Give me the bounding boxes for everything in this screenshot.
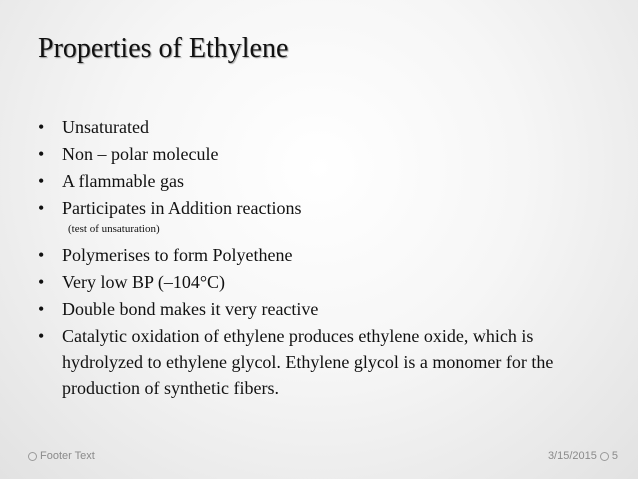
- list-item: [38, 114, 613, 140]
- bullet-dot: •: [38, 171, 45, 191]
- bullet-text: Participates in Addition reactions: [62, 198, 302, 218]
- list-item: [38, 323, 613, 401]
- bullet-dot: •: [38, 272, 45, 292]
- slide-title: Properties of Ethylene: [38, 33, 289, 64]
- bullet-text: Very low BP (–104°C): [62, 272, 226, 292]
- bullet-text: Non – polar molecule: [62, 144, 219, 164]
- footer-left: [28, 450, 95, 462]
- bullet-text: Unsaturated: [62, 117, 149, 137]
- bullet-dot: •: [38, 117, 45, 137]
- list-item: [38, 242, 613, 268]
- circle-icon: [28, 452, 37, 461]
- sub-note-text: (test of unsaturation): [68, 223, 160, 235]
- bullet-dot: •: [38, 299, 45, 319]
- bullet-text: Double bond makes it very reactive: [62, 299, 319, 319]
- bullet-text: Polymerises to form Polyethene: [62, 245, 293, 265]
- bullet-dot: •: [38, 198, 45, 218]
- sub-note: [38, 222, 613, 237]
- bullet-list: [38, 114, 613, 402]
- footer-right: [548, 450, 618, 462]
- circle-icon: [600, 452, 609, 461]
- slide-footer: [28, 449, 618, 463]
- bullet-text: Catalytic oxidation of ethylene produces ethylene oxide, which is hydrolyzed to ethylene glycol. Ethylene glycol is a monomer for the production of synthetic fibers.: [62, 326, 554, 398]
- bullet-dot: •: [38, 245, 45, 265]
- bullet-text: A flammable gas: [62, 171, 184, 191]
- list-item: [38, 195, 613, 221]
- bullet-dot: •: [38, 326, 45, 346]
- list-item: [38, 168, 613, 194]
- bullet-dot: •: [38, 144, 45, 164]
- list-item: [38, 269, 613, 295]
- page-number: 5: [611, 450, 618, 462]
- list-item: [38, 296, 613, 322]
- footer-text: Footer Text: [40, 450, 95, 462]
- list-item: [38, 141, 613, 167]
- footer-date: 3/15/2015: [547, 450, 597, 462]
